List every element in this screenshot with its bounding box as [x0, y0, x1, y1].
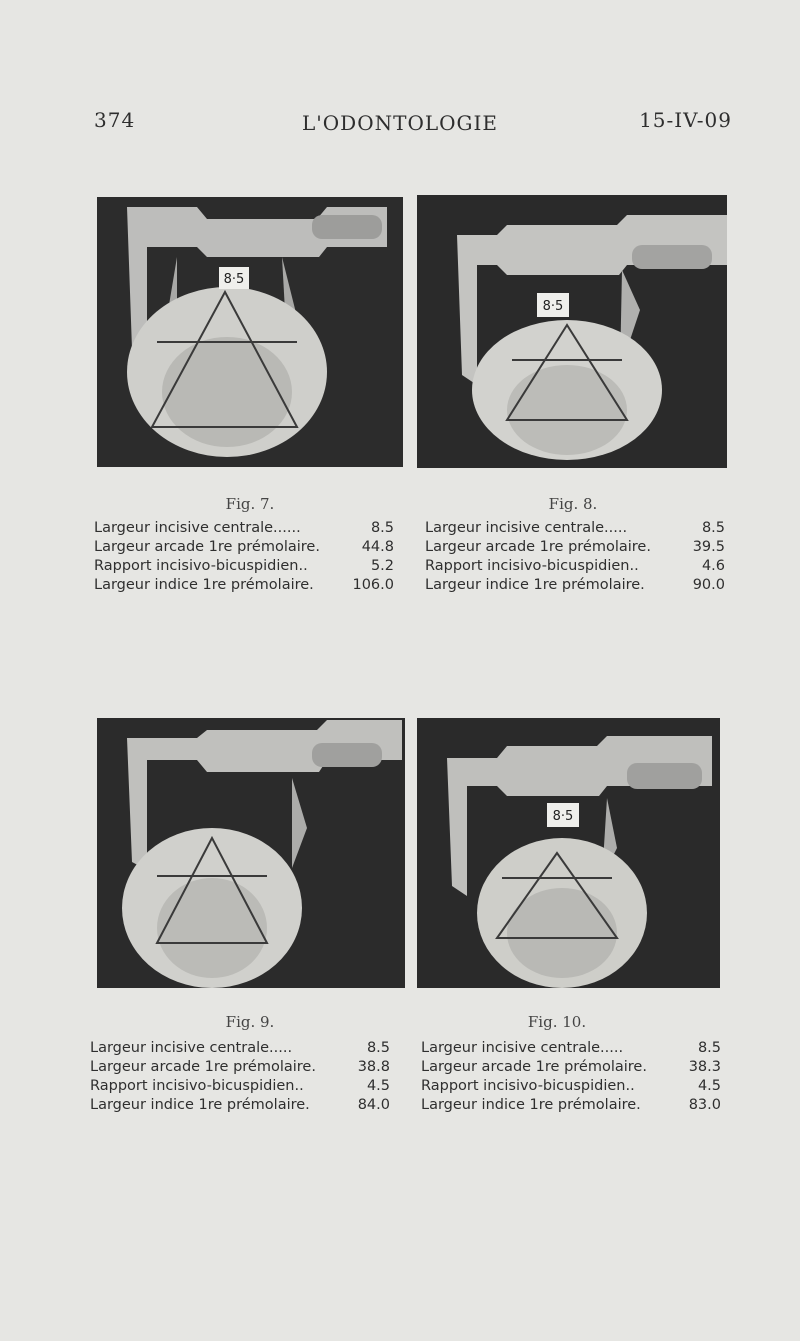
measure-label: Largeur indice 1re prémolaire. [421, 1097, 641, 1113]
figure-7-photo [97, 197, 403, 467]
measure-value: 44.8 [361, 539, 394, 555]
figure-10-measurements [421, 1039, 721, 1115]
measure-value: 4.5 [366, 1078, 390, 1094]
figure-10-caption: Fig. 10. [527, 1013, 587, 1031]
measure-value: 4.6 [701, 558, 725, 574]
measure-label: Rapport incisivo-bicuspidien.. [425, 558, 639, 574]
measure-row [90, 1077, 390, 1096]
svg-text:8·5: 8·5 [552, 809, 574, 824]
dental-cast-image [417, 195, 727, 468]
issue-date: 15-IV-09 [639, 108, 732, 132]
measure-row [421, 1039, 721, 1058]
figure-8-caption: Fig. 8. [548, 495, 598, 513]
figure-7-measurements [94, 519, 394, 595]
measure-row [90, 1039, 390, 1058]
figure-9-photo [97, 718, 405, 988]
svg-text:8·5: 8·5 [223, 272, 245, 287]
measure-row [425, 557, 725, 576]
measure-value: 84.0 [357, 1097, 390, 1113]
svg-text:8·5: 8·5 [542, 299, 564, 314]
measure-row [94, 557, 394, 576]
measure-row [94, 519, 394, 538]
figure-8-measurements [425, 519, 725, 595]
measure-row [425, 519, 725, 538]
measure-label: Rapport incisivo-bicuspidien.. [421, 1078, 635, 1094]
measure-row [90, 1096, 390, 1115]
measure-row [425, 576, 725, 595]
journal-title: L'ODONTOLOGIE [302, 111, 498, 135]
measure-value: 4.5 [697, 1078, 721, 1094]
measure-label: Largeur arcade 1re prémolaire. [90, 1059, 316, 1075]
measure-row [94, 576, 394, 595]
measure-value: 5.2 [370, 558, 394, 574]
measure-row [94, 538, 394, 557]
measure-value: 83.0 [688, 1097, 721, 1113]
measure-value: 90.0 [692, 577, 725, 593]
measure-label: Largeur incisive centrale...... [94, 520, 301, 536]
measure-value: 38.3 [688, 1059, 721, 1075]
figure-7-caption: Fig. 7. [225, 495, 275, 513]
page-number: 374 [94, 108, 136, 132]
measure-row [90, 1058, 390, 1077]
measure-label: Largeur arcade 1re prémolaire. [425, 539, 651, 555]
measure-label: Largeur indice 1re prémolaire. [425, 577, 645, 593]
measure-value: 8.5 [370, 520, 394, 536]
figure-9-measurements [90, 1039, 390, 1115]
measure-value: 38.8 [357, 1059, 390, 1075]
measure-row [421, 1058, 721, 1077]
dental-cast-image [97, 197, 403, 467]
measure-value: 39.5 [692, 539, 725, 555]
measure-label: Largeur arcade 1re prémolaire. [421, 1059, 647, 1075]
measure-row [421, 1077, 721, 1096]
measure-label: Largeur indice 1re prémolaire. [94, 577, 314, 593]
dental-cast-image [97, 718, 405, 988]
figure-9-caption: Fig. 9. [225, 1013, 275, 1031]
measure-row [421, 1096, 721, 1115]
measure-value: 106.0 [352, 577, 394, 593]
measure-value: 8.5 [701, 520, 725, 536]
measure-row [425, 538, 725, 557]
measure-label: Largeur incisive centrale..... [421, 1040, 624, 1056]
measure-label: Rapport incisivo-bicuspidien.. [90, 1078, 304, 1094]
measure-label: Largeur incisive centrale..... [90, 1040, 293, 1056]
figure-10-photo [417, 718, 720, 988]
measure-label: Largeur indice 1re prémolaire. [90, 1097, 310, 1113]
measure-label: Largeur arcade 1re prémolaire. [94, 539, 320, 555]
figure-8-photo [417, 195, 727, 468]
measure-value: 8.5 [366, 1040, 390, 1056]
page-header [0, 108, 800, 138]
dental-cast-image [417, 718, 720, 988]
measure-label: Rapport incisivo-bicuspidien.. [94, 558, 308, 574]
measure-label: Largeur incisive centrale..... [425, 520, 628, 536]
measure-value: 8.5 [697, 1040, 721, 1056]
